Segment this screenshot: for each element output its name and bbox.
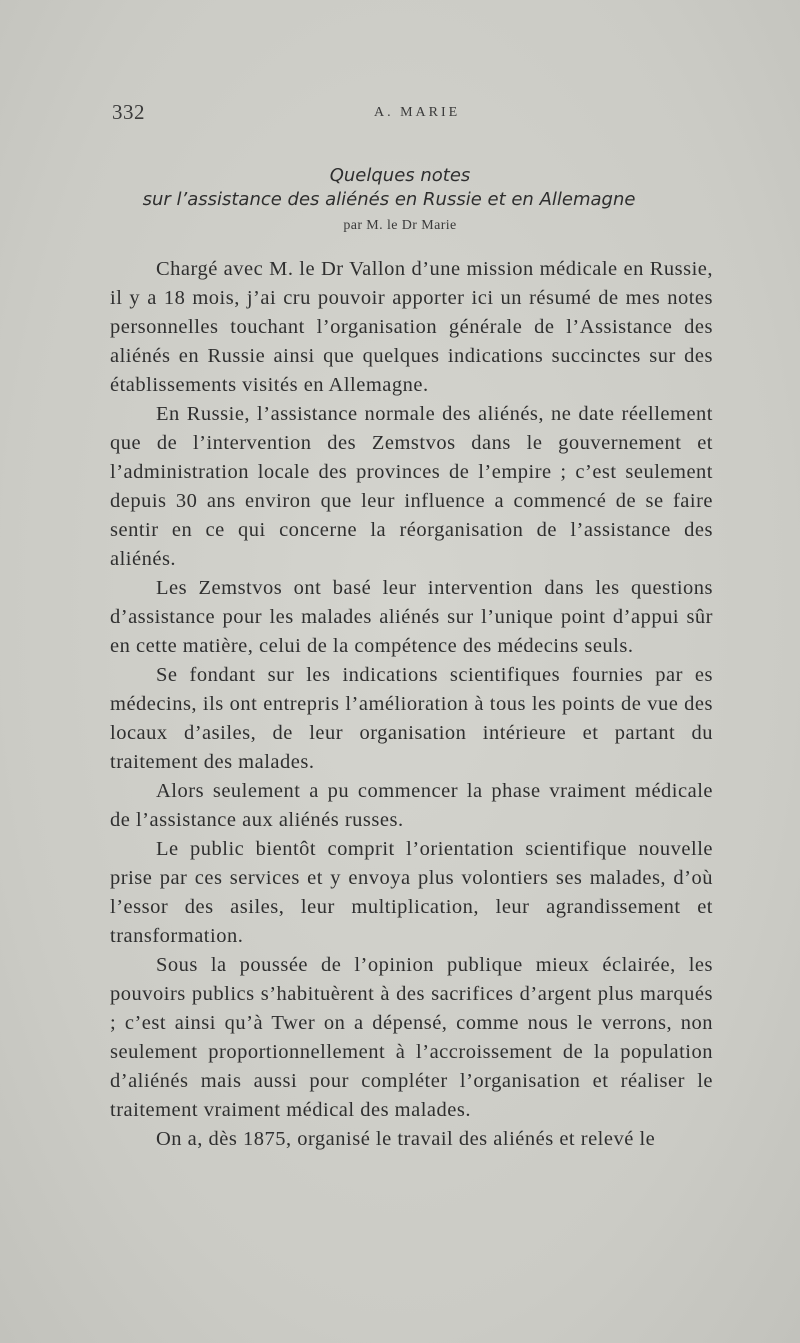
paragraph: On a, dès 1875, organisé le travail des aliénés et relevé le	[156, 1128, 656, 1150]
byline: par M. le Dr Marie	[343, 218, 457, 233]
paragraph: En Russie, l’assistance normale des aliénés, ne date réellement que de l’intervention des Zemstvos dans le gouvernement et l’administration locale des provinces de l’empire ; c’est seulement depuis 30 ans environ que leur influence a commencé de se faire sentir en ce qui concerne la réorganisation de l’assistance des aliénés.	[110, 403, 713, 570]
article-body	[110, 255, 713, 1154]
title-line-1: Quelques notes	[329, 165, 471, 186]
paragraph: Les Zemstvos ont basé leur intervention dans les questions d’assistance pour les malades aliénés sur l’unique point d’appui sûr en cette matière, celui de la compétence des médecins seuls.	[110, 577, 713, 657]
article-title	[0, 164, 800, 212]
page-number: 332	[112, 100, 145, 124]
running-head-author: A. MARIE	[374, 105, 461, 120]
paragraph: Chargé avec M. le Dr Vallon d’une mission médicale en Russie, il y a 18 mois, j’ai cru pouvoir apporter ici un résumé de mes notes personnelles touchant l’organisation générale de l’Assistance des aliénés en Russie ainsi que quelques indications succinctes sur des établissements visités en Allemagne.	[110, 258, 713, 396]
paragraph: Se fondant sur les indications scientifiques fournies par es médecins, ils ont entrepris l’amélioration à tous les points de vue des locaux d’asiles, de leur organisation intérieure et partant du traitement des malades.	[110, 664, 713, 773]
paragraph: Le public bientôt comprit l’orientation scientifique nouvelle prise par ces services et y envoya plus volontiers ses malades, d’où l’essor des asiles, leur multiplication, leur agrandissement et transformation.	[110, 838, 713, 947]
running-head	[112, 100, 712, 130]
title-line-2: sur l’assistance des aliénés en Russie et en Allemagne	[142, 189, 636, 210]
paragraph: Sous la poussée de l’opinion publique mieux éclairée, les pouvoirs publics s’habituèrent à des sacrifices d’argent plus marqués ; c’est ainsi qu’à Twer on a dépensé, comme nous le verrons, non seulement proportionnellement à l’accroissement de la population d’aliénés mais aussi pour compléter l’organisation et réaliser le traitement vraiment médical des malades.	[110, 954, 713, 1121]
paragraph: Alors seulement a pu commencer la phase vraiment médicale de l’assistance aux aliénés russes.	[110, 780, 713, 831]
